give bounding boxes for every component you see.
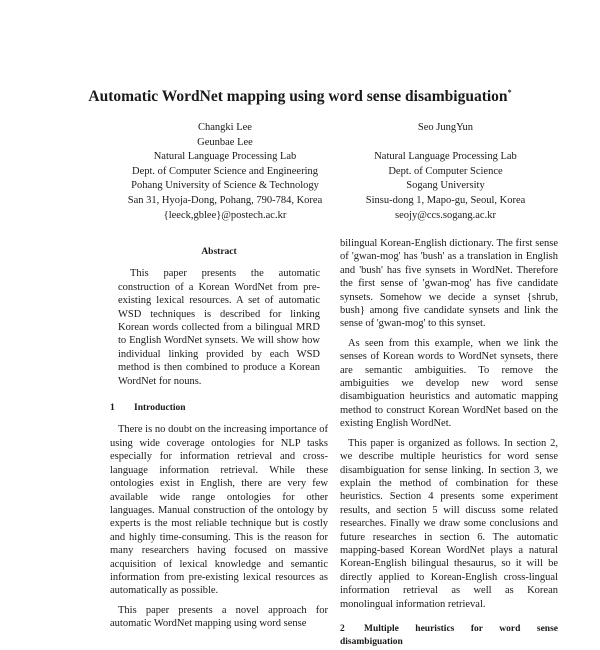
author-line: Dept. of Computer Science and Engineering bbox=[131, 165, 319, 177]
author-spacer bbox=[338, 136, 553, 151]
author-line: Natural Language Processing Lab bbox=[153, 151, 297, 163]
left-column bbox=[110, 246, 328, 637]
author-line: Seo JungYun bbox=[417, 122, 474, 133]
body-paragraph: This paper is organized as follows. In section 2, we describe multiple heuristics for word sense disambiguation for sense linking. In section 3, we explain the method of combination for these heuristics. Section 4 presents some experiment results, and section 5 will discuss some related researches. Finally we draw some conclusions and future researches in section 6. The automatic mapping-based Korean WordNet plays a natural Korean-English bilingual thesaurus, so it will be directly applied to Korean-English cross-lingual information retrieval as well as Korean monolingual information retrieval. bbox=[340, 437, 558, 610]
right-column bbox=[340, 237, 558, 650]
section-number: 1 bbox=[110, 403, 115, 414]
author-line: Dept. of Computer Science bbox=[388, 165, 503, 177]
author-line: Natural Language Processing Lab bbox=[374, 151, 517, 163]
intro-paragraph: There is no doubt on the increasing importance of using wide coverage ontologies for NLP tasks especially for information retrieval and cross-language information retrieval. While these ontologies exist in English, there are very few available wide range ontologies for other languages. Manual construction of the ontology by experts is the most reliable technique but is costly and highly time-consuming. This is the reason for many researchers having focused on massive acquisition of lexical knowledge and semantic information from pre-existing lexical resources as automatically as possible. bbox=[110, 424, 328, 597]
section-heading-heuristics bbox=[340, 623, 558, 650]
author-line: Changki Lee bbox=[198, 122, 252, 133]
title-footnote-mark: * bbox=[507, 88, 512, 97]
abstract-heading: Abstract bbox=[201, 247, 237, 257]
paper-title-text: Automatic WordNet mapping using word sense disambiguation bbox=[88, 88, 508, 106]
author-email: {leeck,gblee}@postech.ac.kr bbox=[163, 209, 287, 221]
section-heading-introduction bbox=[110, 402, 328, 415]
abstract-text: This paper presents the automatic construction of a Korean WordNet from pre-existing lexical resources. A set of automatic WSD techniques is described for linking Korean words collected from a bilingual MRD to English WordNet synsets. We will show how individual linking provided by each WSD method is then combined to produce a Korean WordNet for nouns. bbox=[118, 268, 320, 387]
intro-paragraph: This paper presents a novel approach for automatic WordNet mapping using word sense bbox=[110, 604, 328, 630]
body-paragraph: bilingual Korean-English dictionary. The first sense of 'gwan-mog' has 'bush' as a translation in English and 'bush' has five synsets in WordNet. Therefore the first sense of 'gwan-mog' has five candidate synsets. Somehow we decide a synset {shrub, bush} among five candidate synsets and link the sense of 'gwan-mog' to this synset. bbox=[340, 238, 558, 330]
author-line: Geunbae Lee bbox=[197, 136, 253, 148]
author-line: Pohang University of Science & Technology bbox=[131, 180, 319, 192]
section-title: Multiple heuristics for word sense disambiguation bbox=[340, 623, 558, 648]
author-line: Sinsu-dong 1, Mapo-gu, Seoul, Korea bbox=[365, 194, 526, 206]
author-email: seojy@ccs.sogang.ac.kr bbox=[395, 209, 496, 221]
section-number: 2 bbox=[340, 623, 345, 634]
paper-title bbox=[0, 88, 600, 106]
author-line: San 31, Hyoja-Dong, Pohang, 790-784, Korea bbox=[127, 194, 323, 206]
section-title: Introduction bbox=[134, 403, 186, 414]
author-block-right bbox=[338, 121, 553, 223]
author-line: Sogang University bbox=[406, 180, 485, 192]
author-block-left bbox=[110, 121, 340, 223]
body-paragraph: As seen from this example, when we link the senses of Korean words to WordNet synsets, there are semantic ambiguities. To remove the ambiguities we develop new word sense disambiguation heuristics and automatic mapping method to construct Korean WordNet based on the existing English WordNet. bbox=[340, 337, 558, 430]
